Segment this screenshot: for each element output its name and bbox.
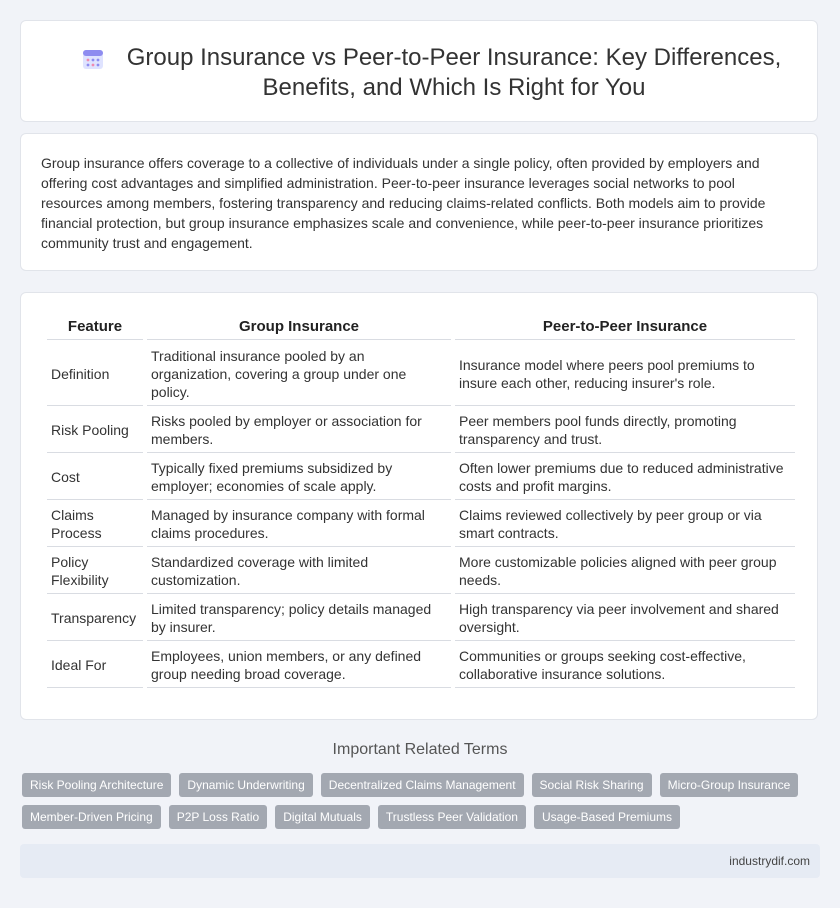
p2p-cell: Communities or groups seeking cost-effective, collaborative insurance solutions. — [455, 643, 795, 688]
feature-cell: Risk Pooling — [47, 408, 143, 453]
table-row — [47, 502, 795, 547]
related-term-tag[interactable]: Member-Driven Pricing — [22, 805, 161, 829]
related-term-tag[interactable]: Digital Mutuals — [275, 805, 370, 829]
p2p-cell: Insurance model where peers pool premiums to insure each other, reducing insurer's role. — [455, 342, 795, 406]
group-cell: Typically fixed premiums subsidized by employer; economies of scale apply. — [147, 455, 451, 500]
related-term-tag[interactable]: Social Risk Sharing — [532, 773, 652, 797]
p2p-cell: Claims reviewed collectively by peer group or via smart contracts. — [455, 502, 795, 547]
header-group-insurance: Group Insurance — [147, 315, 451, 340]
title-card — [20, 20, 818, 122]
table-row — [47, 455, 795, 500]
feature-cell: Ideal For — [47, 643, 143, 688]
table-row — [47, 643, 795, 688]
footer — [20, 844, 820, 878]
group-cell: Employees, union members, or any defined group needing broad coverage. — [147, 643, 451, 688]
group-cell: Managed by insurance company with formal claims procedures. — [147, 502, 451, 547]
related-term-tag[interactable]: P2P Loss Ratio — [169, 805, 268, 829]
table-header-row — [47, 315, 795, 340]
footer-site-link[interactable]: industrydif.com — [729, 854, 810, 868]
related-terms-list — [22, 773, 812, 829]
intro-text: Group insurance offers coverage to a collective of individuals under a single policy, often provided by employers and offering cost advantages and simplified administration. Peer-to-peer insurance leverages social networks to pool resources among members, fostering transparency and reducing claims-related conflicts. Both models aim to provide financial protection, but group insurance emphasizes scale and convenience, while peer-to-peer insurance prioritizes community trust and engagement. — [41, 155, 766, 251]
feature-cell: Policy Flexibility — [47, 549, 143, 594]
group-cell: Limited transparency; policy details managed by insurer. — [147, 596, 451, 641]
intro-card — [20, 133, 818, 271]
header-p2p-insurance: Peer-to-Peer Insurance — [455, 315, 795, 340]
p2p-cell: High transparency via peer involvement and shared oversight. — [455, 596, 795, 641]
table-row — [47, 408, 795, 453]
related-term-tag[interactable]: Usage-Based Premiums — [534, 805, 680, 829]
group-cell: Traditional insurance pooled by an organization, covering a group under one policy. — [147, 342, 451, 406]
comparison-card — [20, 292, 818, 720]
table-row — [47, 549, 795, 594]
feature-cell: Claims Process — [47, 502, 143, 547]
table-row — [47, 596, 795, 641]
related-term-tag[interactable]: Risk Pooling Architecture — [22, 773, 171, 797]
header-feature: Feature — [47, 315, 143, 340]
table-row — [47, 342, 795, 406]
p2p-cell: More customizable policies aligned with peer group needs. — [455, 549, 795, 594]
p2p-cell: Peer members pool funds directly, promoting transparency and trust. — [455, 408, 795, 453]
p2p-cell: Often lower premiums due to reduced administrative costs and profit margins. — [455, 455, 795, 500]
related-terms-title: Important Related Terms — [332, 741, 508, 758]
feature-cell: Definition — [47, 342, 143, 406]
related-term-tag[interactable]: Decentralized Claims Management — [321, 773, 524, 797]
comparison-table — [43, 313, 799, 690]
related-term-tag[interactable]: Trustless Peer Validation — [378, 805, 526, 829]
related-term-tag[interactable]: Dynamic Underwriting — [179, 773, 312, 797]
feature-cell: Cost — [47, 455, 143, 500]
group-cell: Standardized coverage with limited customization. — [147, 549, 451, 594]
feature-cell: Transparency — [47, 596, 143, 641]
page-title: Group Insurance vs Peer-to-Peer Insurance: Key Differences, Benefits, and Which Is Right for You — [126, 44, 782, 101]
group-cell: Risks pooled by employer or association for members. — [147, 408, 451, 453]
related-term-tag[interactable]: Micro-Group Insurance — [660, 773, 799, 797]
